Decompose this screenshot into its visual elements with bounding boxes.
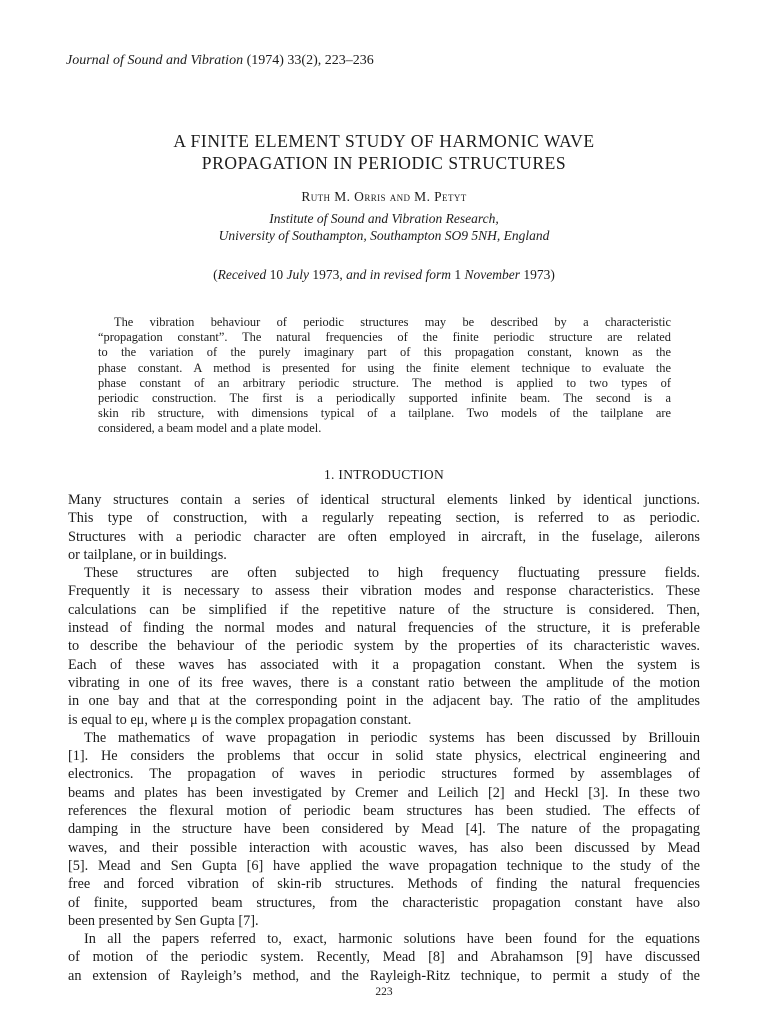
body-line: vibrating in one of its free waves, there is a constant ratio between the amplitude of the motion <box>68 674 700 691</box>
body-line: In all the papers referred to, exact, harmonic solutions have been found for the equations <box>84 931 700 948</box>
body-line: [1]. He considers the problems that occur in solid state physics, electrical engineering and <box>68 748 700 765</box>
body-line: free and forced vibration of skin-rib structures. Methods of finding the natural frequencies <box>68 876 700 893</box>
abstract <box>98 315 671 437</box>
affiliation-line-2: University of Southampton, Southampton SO9 5NH, England <box>218 228 550 243</box>
received-label: Received <box>217 267 267 282</box>
affiliation-line-1: Institute of Sound and Vibration Research, <box>269 211 499 226</box>
body-line: Structures with a periodic character are often employed in aircraft, in the fuselage, ailerons <box>68 528 700 545</box>
body-line: in one bay and that at the corresponding point in the adjacent bay. The ratio of the amplitudes <box>68 693 700 710</box>
abstract-line: The vibration behaviour of periodic structures may be described by a characteristic <box>114 315 671 329</box>
title-line-1: A FINITE ELEMENT STUDY OF HARMONIC WAVE <box>173 131 595 151</box>
body-line: is equal to eμ, where μ is the complex propagation constant. <box>68 711 412 728</box>
abstract-line: “propagation constant”. The natural frequencies of the finite periodic structure are related <box>98 330 671 345</box>
body-line: The mathematics of wave propagation in periodic systems has been discussed by Brillouin <box>84 729 700 746</box>
body-line: calculations can be simplified if the repetitive nature of the structure is considered. Then, <box>68 601 700 618</box>
abstract-line: phase constant. A method is presented for using the finite element technique to evaluate the <box>98 360 671 375</box>
body-line: or tailplane, or in buildings. <box>68 546 227 563</box>
revised-year: 1973) <box>520 267 555 282</box>
abstract-line: considered, a beam model and a plate model. <box>98 421 322 436</box>
journal-volume: (1974) 33(2), 223–236 <box>246 53 374 68</box>
abstract-line: phase constant of an arbitrary periodic structure. The method is applied to two types of <box>98 375 671 390</box>
body-line: Frequently it is necessary to assess their vibration modes and response characteristics. These <box>68 583 700 600</box>
received-date: 10 <box>266 267 287 282</box>
body-line: of motion of the periodic system. Recently, Mead [8] and Abrahamson [9] have discussed <box>68 949 700 966</box>
body-line: Many structures contain a series of identical structural elements linked by identical junctions. <box>68 492 700 508</box>
body-line: waves, and their possible interaction with acoustic waves, has also been discussed by Mead <box>68 839 700 856</box>
received-dates <box>0 266 768 284</box>
revised-label: and in revised form <box>346 267 452 282</box>
body-line: [5]. Mead and Sen Gupta [6] have applied the wave propagation technique to the study of the <box>68 857 700 874</box>
body-line: to describe the behaviour of the periodic system by the properties of its characteristic waves. <box>68 638 700 655</box>
affiliation <box>0 210 768 244</box>
body-line: These structures are often subjected to high frequency fluctuating pressure fields. <box>84 565 700 582</box>
body-line: electronics. The propagation of waves in periodic structures formed by assemblages of <box>68 766 700 783</box>
body-line: This type of construction, with a regularly repeating section, is referred to as periodic. <box>68 510 700 527</box>
body-line: damping in the structure have been considered by Mead [4]. The nature of the propagating <box>68 821 700 838</box>
body-line: beams and plates has been investigated by Cremer and Leilich [2] and Heckl [3]. In these two <box>68 784 700 801</box>
body-line: an extension of Rayleigh’s method, and the Rayleigh-Ritz technique, to permit a study of the <box>68 967 700 984</box>
received-month: July <box>286 267 310 282</box>
title-line-2: PROPAGATION IN PERIODIC STRUCTURES <box>201 153 567 173</box>
introduction-body <box>68 491 700 985</box>
received-open: ( <box>213 267 218 282</box>
body-line: been presented by Sen Gupta [7]. <box>68 912 259 929</box>
section-heading: 1. INTRODUCTION <box>324 467 444 482</box>
abstract-line: to the variation of the purely imaginary part of this propagation constant, known as the <box>98 345 671 360</box>
received-year: 1973, <box>309 267 347 282</box>
body-line: instead of finding the normal modes and natural frequencies of the structure, it is preferable <box>68 620 700 637</box>
journal-name: Journal of Sound and Vibration <box>66 53 244 68</box>
page-number: 223 <box>375 986 393 998</box>
journal-citation <box>66 52 374 70</box>
author-list: Ruth M. Orris and M. Petyt <box>301 189 467 204</box>
body-line: Each of these waves has associated with it a propagation constant. When the system is <box>68 656 700 673</box>
paper-title <box>0 130 768 174</box>
revised-date: 1 <box>451 267 465 282</box>
abstract-line: skin rib structure, with dimensions typical of a tailplane. Two models of the tailplane are <box>98 406 671 421</box>
body-line: references the flexural motion of periodic beam structures has been studied. The effects of <box>68 803 700 820</box>
abstract-line: periodic construction. The first is a periodically supported infinite beam. The second is a <box>98 390 671 405</box>
revised-month: November <box>464 267 521 282</box>
body-line: of finite, supported beam structures, from the characteristic propagation constant have also <box>68 894 700 911</box>
